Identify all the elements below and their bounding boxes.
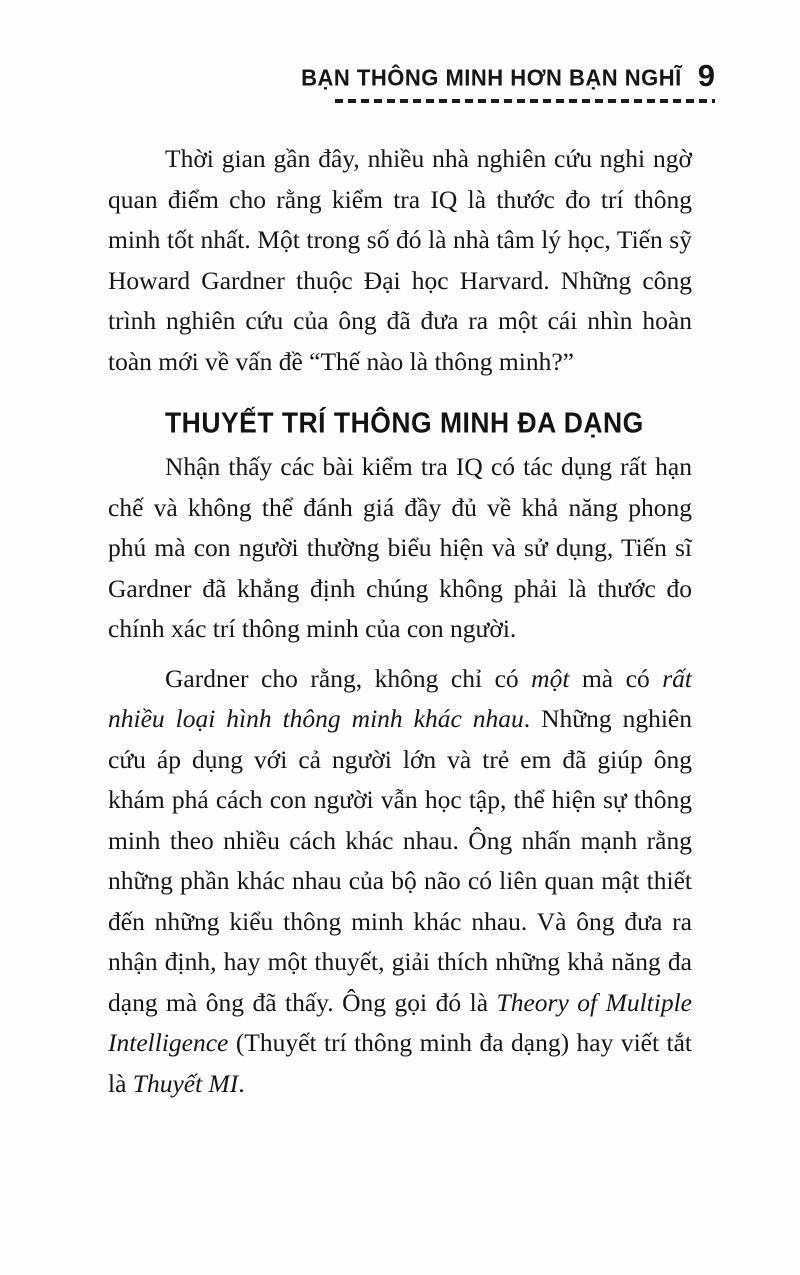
italic-text-run: rất nhiều loại hình thông minh khác nhau xyxy=(108,663,692,733)
running-header-title: BẠN THÔNG MINH HƠN BẠN NGHĨ xyxy=(301,64,682,91)
text-run: Nhận thấy các bài kiểm tra IQ có tác dụng rất hạn chế và không thể đánh giá đầy đủ về khả năng phong phú mà con người thường biểu hiện và sử dụng, Tiến sĩ Gardner đã khẳng định chúng không phải là thước đo chính xác trí thông minh của con người. xyxy=(108,452,692,643)
section-heading: THUYẾT TRÍ THÔNG MINH ĐA DẠNG xyxy=(165,406,644,439)
paragraph-multiple-intelligence xyxy=(108,659,692,1105)
text-run: mà có xyxy=(569,663,663,693)
italic-text-run: Thuyết MI xyxy=(132,1068,239,1098)
text-run: Gardner cho rằng, không chỉ có xyxy=(165,663,532,693)
paragraph-gardner-tests xyxy=(108,447,692,650)
page-body xyxy=(108,0,692,1104)
text-run: Thời gian gần đây, nhiều nhà nghiên cứu nghi ngờ quan điểm cho rằng kiểm tra IQ là thước đo trí thông minh tốt nhất. Một trong số đó là nhà tâm lý học, Tiến sỹ Howard Gardner thuộc Đại học Harvard. Những công trình nghiên cứu của ông đã đưa ra một cái nhìn hoàn toàn mới về vấn đề “Thế nào là thông minh?” xyxy=(108,144,692,376)
italic-text-run: Theory of Multiple Intelligence xyxy=(108,987,692,1057)
text-run: . xyxy=(238,1068,245,1098)
page-number: 9 xyxy=(697,58,715,93)
italic-text-run: một xyxy=(531,663,570,693)
text-run: . Những nghiên cứu áp dụng với cả người lớn và trẻ em đã giúp ông khám phá cách con người vẫn học tập, thể hiện sự thông minh theo nhiều cách khác nhau. Ông nhấn mạnh rằng những phần khác nhau của bộ não có liên quan mật thiết đến những kiểu thông minh khác nhau. Và ông đưa ra nhận định, hay một thuyết, giải thích những khả năng đa dạng mà ông đã thấy. Ông gọi đó là xyxy=(108,704,692,1017)
paragraph-intro xyxy=(108,139,692,382)
text-run: (Thuyết trí thông minh đa dạng) hay viết tắt là xyxy=(108,1028,692,1098)
